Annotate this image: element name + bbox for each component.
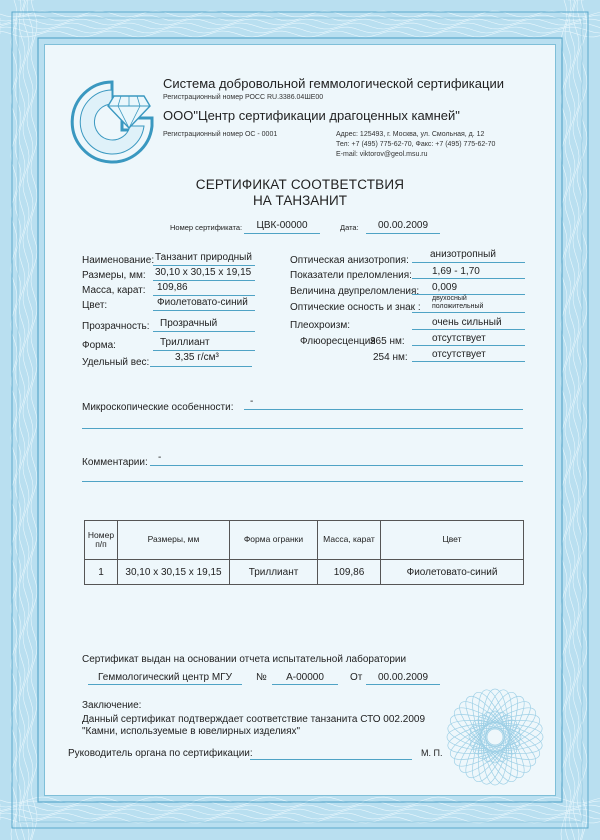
microscopic-label: Микроскопические особенности:: [82, 402, 234, 413]
organization-name: ООО"Центр сертификации драгоценных камней": [163, 108, 460, 123]
refraction-label: Показатели преломления:: [290, 270, 412, 281]
comments-line-2: [82, 481, 523, 482]
name-value: Танзанит природный: [155, 252, 252, 263]
name-line: [153, 265, 255, 266]
anisotropy-value: анизотропный: [430, 249, 496, 260]
cell-size: 30,10 x 30,15 x 19,15: [118, 560, 230, 585]
color-line: [153, 310, 255, 311]
report-date-label: От: [350, 672, 363, 683]
transparency-label: Прозрачность:: [82, 321, 150, 332]
optic-line: [412, 312, 525, 313]
fluorescence-254-value: отсутствует: [432, 349, 486, 360]
org-address: Адрес: 125493, г. Москва, ул. Смольная, д. 12: [336, 131, 485, 138]
gem-logo-icon: [66, 76, 166, 166]
color-label: Цвет:: [82, 300, 108, 311]
fluorescence-365-value: отсутствует: [432, 333, 486, 344]
cert-date: 00.00.2009: [377, 220, 429, 231]
org-phone: Тел: +7 (495) 775-62-70, Факс: +7 (495) 775-62-70: [336, 141, 496, 148]
birefringence-value: 0,009: [432, 282, 458, 293]
lab-name: Геммологический центр МГУ: [98, 672, 232, 683]
system-name: Система добровольной геммологической сертификации: [163, 76, 504, 91]
transparency-value: Прозрачный: [160, 318, 218, 329]
pleochroism-value: очень сильный: [432, 317, 502, 328]
cell-mass: 109,86: [318, 560, 381, 585]
microscopic-value: -: [250, 396, 254, 407]
optic-label: Оптические осность и знак :: [290, 302, 421, 313]
header-cut: Форма огранки: [230, 521, 318, 560]
anisotropy-label: Оптическая анизотропия:: [290, 255, 409, 266]
registration-number: Регистрационный номер РОСС RU.3386.04ШЕ00: [163, 94, 324, 101]
table-header-row: [85, 521, 524, 560]
certificate-title: СЕРТИФИКАТ СООТВЕТСТВИЯ: [195, 177, 405, 192]
transparency-line: [153, 331, 255, 332]
head-signature-label: Руководитель органа по сертификации:: [68, 748, 253, 759]
size-value: 30,10 x 30,15 x 19,15: [155, 267, 252, 278]
comments-label: Комментарии:: [82, 457, 148, 468]
basis-text: Сертификат выдан на основании отчета испытательной лаборатории: [82, 654, 407, 665]
report-number: А-00000: [286, 672, 324, 683]
fluorescence-254-label: 254 нм:: [373, 352, 408, 363]
refraction-value: 1,69 - 1,70: [432, 266, 480, 277]
mass-label: Масса, карат:: [82, 285, 146, 296]
shape-label: Форма:: [82, 340, 116, 351]
stone-table: [84, 520, 524, 585]
conclusion-text: Данный сертификат подтверждает соответствие танзанита СТО 002.2009: [82, 714, 426, 725]
anisotropy-line: [412, 262, 525, 263]
microscopic-line-1: [244, 409, 523, 410]
stamp-place-label: М. П.: [421, 748, 443, 758]
rosette-seal-icon: [440, 682, 550, 792]
cell-color: Фиолетовато-синий: [381, 560, 524, 585]
color-value: Фиолетовато-синий: [157, 297, 248, 308]
cell-number: 1: [85, 560, 118, 585]
conclusion-standard: "Камни, используемые в ювелирных изделиях": [82, 726, 301, 737]
density-label: Удельный вес:: [82, 357, 150, 368]
cert-date-label: Дата:: [340, 223, 359, 232]
fluorescence-254-line: [412, 361, 525, 362]
fluorescence-365-line: [412, 345, 525, 346]
mass-value: 109,86: [157, 282, 188, 293]
name-label: Наименование:: [82, 255, 155, 266]
birefringence-line: [412, 294, 525, 295]
report-number-line: [272, 684, 338, 685]
cert-number-line: [244, 233, 320, 234]
fluorescence-365-label: 365 нм:: [370, 336, 405, 347]
signature-line: [250, 759, 412, 760]
optic-value-2: положительный: [432, 303, 484, 310]
size-line: [153, 280, 255, 281]
report-date-line: [366, 684, 440, 685]
pleochroism-label: Плеохроизм:: [290, 320, 350, 331]
cell-cut: Триллиант: [230, 560, 318, 585]
shape-line: [153, 350, 255, 351]
report-date: 00.00.2009: [377, 672, 429, 683]
density-line: [150, 366, 252, 367]
cert-number-label: Номер сертификата:: [170, 223, 243, 232]
comments-line-1: [150, 465, 523, 466]
comments-value: -: [158, 452, 162, 463]
mass-line: [153, 295, 255, 296]
cert-number: ЦВК-00000: [256, 220, 308, 231]
table-row: [85, 560, 524, 585]
conclusion-label: Заключение:: [82, 700, 142, 711]
pleochroism-line: [412, 329, 525, 330]
microscopic-line-2: [82, 428, 523, 429]
shape-value: Триллиант: [160, 337, 210, 348]
header-number: Номер п/п: [85, 521, 118, 560]
organization-reg-number: Регистрационный номер ОС - 0001: [163, 131, 278, 138]
birefringence-label: Величина двупреломления:: [290, 286, 420, 297]
lab-line: [88, 684, 242, 685]
optic-value-1: двухосный: [432, 295, 467, 302]
report-number-label: №: [256, 672, 267, 683]
fluorescence-label: Флюоресценция: [300, 336, 376, 347]
header-color: Цвет: [381, 521, 524, 560]
size-label: Размеры, мм:: [82, 270, 146, 281]
certificate-subtitle: НА ТАНЗАНИТ: [253, 193, 347, 208]
org-email: E-mail: viktorov@geol.msu.ru: [336, 151, 428, 158]
header-mass: Масса, карат: [318, 521, 381, 560]
refraction-line: [412, 278, 525, 279]
header-size: Размеры, мм: [118, 521, 230, 560]
density-value: 3,35 г/см³: [175, 352, 219, 363]
cert-date-line: [366, 233, 440, 234]
